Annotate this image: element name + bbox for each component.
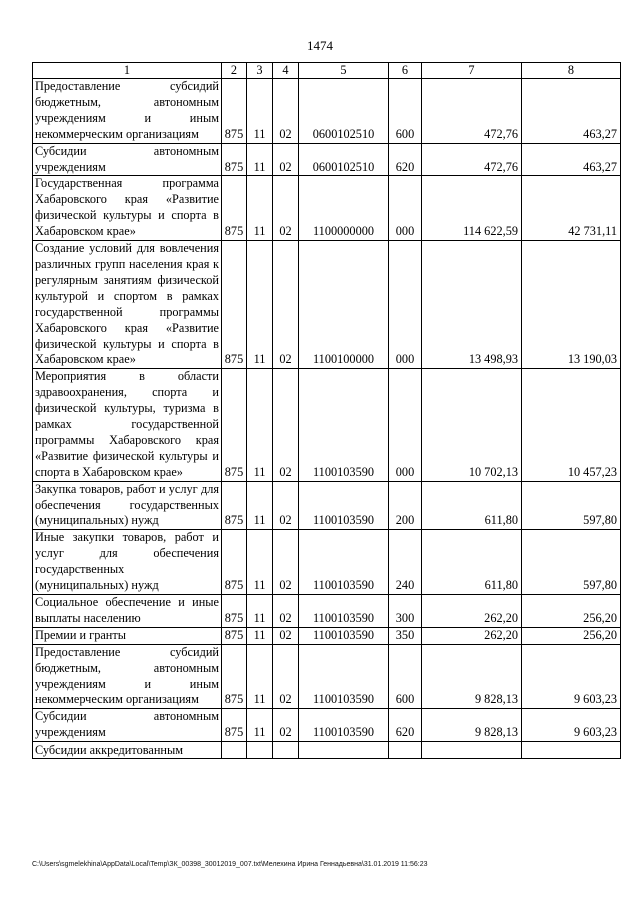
subsection-cell: 02	[273, 530, 299, 595]
row-name-cell: Предоставление субсидий бюджетным, автономным учреждениям и иным некоммерческим организациям	[33, 644, 222, 709]
amount-2020-cell: 597,80	[522, 530, 621, 595]
section-cell: 11	[247, 143, 273, 176]
admin-code-cell: 875	[222, 143, 247, 176]
table-row	[33, 241, 621, 369]
admin-code-cell: 875	[222, 709, 247, 742]
target-item-cell: 1100103590	[299, 595, 389, 628]
expense-type-cell: 600	[389, 79, 422, 144]
target-item-cell: 1100103590	[299, 627, 389, 644]
target-item-cell: 1100103590	[299, 530, 389, 595]
subsection-cell: 02	[273, 627, 299, 644]
amount-2020-cell: 463,27	[522, 143, 621, 176]
amount-2019-cell	[422, 742, 522, 759]
expense-type-cell: 600	[389, 644, 422, 709]
row-name-cell: Субсидии автономным учреждениям	[33, 709, 222, 742]
section-cell: 11	[247, 644, 273, 709]
amount-2020-cell	[522, 742, 621, 759]
expense-type-cell: 350	[389, 627, 422, 644]
header-cell: 8	[522, 63, 621, 79]
expense-type-cell: 620	[389, 709, 422, 742]
expense-type-cell: 240	[389, 530, 422, 595]
section-cell: 11	[247, 241, 273, 369]
section-cell: 11	[247, 530, 273, 595]
page-number: 1474	[307, 38, 333, 53]
admin-code-cell: 875	[222, 644, 247, 709]
row-name-cell: Государственная программа Хабаровского края «Развитие физической культуры и спорта в Хабаровском крае»	[33, 176, 222, 241]
target-item-cell: 0600102510	[299, 79, 389, 144]
table-row	[33, 481, 621, 530]
expense-type-cell: 200	[389, 481, 422, 530]
section-cell: 11	[247, 595, 273, 628]
admin-code-cell: 875	[222, 481, 247, 530]
row-name-cell: Субсидии автономным учреждениям	[33, 143, 222, 176]
section-cell: 11	[247, 481, 273, 530]
amount-2019-cell: 114 622,59	[422, 176, 522, 241]
header-cell: 5	[299, 63, 389, 79]
header-row	[33, 63, 621, 79]
target-item-cell: 1100103590	[299, 644, 389, 709]
admin-code-cell: 875	[222, 530, 247, 595]
header-cell: 2	[222, 63, 247, 79]
table-row	[33, 176, 621, 241]
table-row	[33, 530, 621, 595]
subsection-cell	[273, 742, 299, 759]
expense-type-cell: 000	[389, 176, 422, 241]
admin-code-cell	[222, 742, 247, 759]
amount-2020-cell: 463,27	[522, 79, 621, 144]
amount-2019-cell: 10 702,13	[422, 369, 522, 481]
amount-2020-cell: 256,20	[522, 627, 621, 644]
admin-code-cell: 875	[222, 369, 247, 481]
target-item-cell: 1100103590	[299, 481, 389, 530]
header-cell: 6	[389, 63, 422, 79]
subsection-cell: 02	[273, 644, 299, 709]
subsection-cell: 02	[273, 709, 299, 742]
header-cell: 4	[273, 63, 299, 79]
section-cell: 11	[247, 627, 273, 644]
amount-2020-cell: 10 457,23	[522, 369, 621, 481]
amount-2019-cell: 262,20	[422, 595, 522, 628]
table-row	[33, 627, 621, 644]
row-name-cell: Мероприятия в области здравоохранения, спорта и физической культуры, туризма в рамках государственной программы Хабаровского края «Развитие физической культуры и спорта в Хабаровском крае»	[33, 369, 222, 481]
amount-2019-cell: 9 828,13	[422, 709, 522, 742]
subsection-cell: 02	[273, 176, 299, 241]
admin-code-cell: 875	[222, 241, 247, 369]
row-name-cell: Закупка товаров, работ и услуг для обеспечения государственных (муниципальных) нужд	[33, 481, 222, 530]
amount-2020-cell: 597,80	[522, 481, 621, 530]
expense-type-cell: 000	[389, 369, 422, 481]
subsection-cell: 02	[273, 241, 299, 369]
amount-2020-cell: 42 731,11	[522, 176, 621, 241]
amount-2020-cell: 9 603,23	[522, 709, 621, 742]
row-name-cell: Субсидии аккредитованным	[33, 742, 222, 759]
table-row	[33, 644, 621, 709]
budget-table	[32, 62, 621, 759]
table-row	[33, 369, 621, 481]
target-item-cell: 0600102510	[299, 143, 389, 176]
amount-2019-cell: 611,80	[422, 530, 522, 595]
amount-2020-cell: 256,20	[522, 595, 621, 628]
subsection-cell: 02	[273, 143, 299, 176]
subsection-cell: 02	[273, 595, 299, 628]
file-path-footer: C:\Users\sgmelekhina\AppData\Local\Temp\ЗК_00398_30012019_007.txt\Мелехина Ирина Геннадьевна\31.01.2019 11:56:23	[32, 861, 428, 868]
subsection-cell: 02	[273, 79, 299, 144]
section-cell: 11	[247, 79, 273, 144]
target-item-cell: 1100100000	[299, 241, 389, 369]
header-cell: 7	[422, 63, 522, 79]
row-name-cell: Премии и гранты	[33, 627, 222, 644]
target-item-cell: 1100103590	[299, 709, 389, 742]
expense-type-cell	[389, 742, 422, 759]
table-row	[33, 742, 621, 759]
amount-2019-cell: 9 828,13	[422, 644, 522, 709]
section-cell: 11	[247, 709, 273, 742]
admin-code-cell: 875	[222, 627, 247, 644]
target-item-cell: 1100000000	[299, 176, 389, 241]
expense-type-cell: 300	[389, 595, 422, 628]
table-row	[33, 709, 621, 742]
subsection-cell: 02	[273, 369, 299, 481]
admin-code-cell: 875	[222, 595, 247, 628]
row-name-cell: Создание условий для вовлечения различных групп населения края к регулярным занятиям физической культурой и спортом в рамках государственной программы Хабаровского края «Развитие физической культуры и спорта в Хабаровском крае»	[33, 241, 222, 369]
expense-type-cell: 620	[389, 143, 422, 176]
admin-code-cell: 875	[222, 79, 247, 144]
header-cell: 3	[247, 63, 273, 79]
table-row	[33, 79, 621, 144]
target-item-cell	[299, 742, 389, 759]
row-name-cell: Социальное обеспечение и иные выплаты населению	[33, 595, 222, 628]
section-cell: 11	[247, 176, 273, 241]
subsection-cell: 02	[273, 481, 299, 530]
header-cell: 1	[33, 63, 222, 79]
section-cell	[247, 742, 273, 759]
amount-2019-cell: 472,76	[422, 143, 522, 176]
expense-type-cell: 000	[389, 241, 422, 369]
amount-2020-cell: 13 190,03	[522, 241, 621, 369]
amount-2020-cell: 9 603,23	[522, 644, 621, 709]
amount-2019-cell: 13 498,93	[422, 241, 522, 369]
table-row	[33, 595, 621, 628]
table-row	[33, 143, 621, 176]
amount-2019-cell: 611,80	[422, 481, 522, 530]
amount-2019-cell: 262,20	[422, 627, 522, 644]
row-name-cell: Иные закупки товаров, работ и услуг для обеспечения государственных (муниципальных) нужд	[33, 530, 222, 595]
amount-2019-cell: 472,76	[422, 79, 522, 144]
row-name-cell: Предоставление субсидий бюджетным, автономным учреждениям и иным некоммерческим организациям	[33, 79, 222, 144]
target-item-cell: 1100103590	[299, 369, 389, 481]
admin-code-cell: 875	[222, 176, 247, 241]
section-cell: 11	[247, 369, 273, 481]
